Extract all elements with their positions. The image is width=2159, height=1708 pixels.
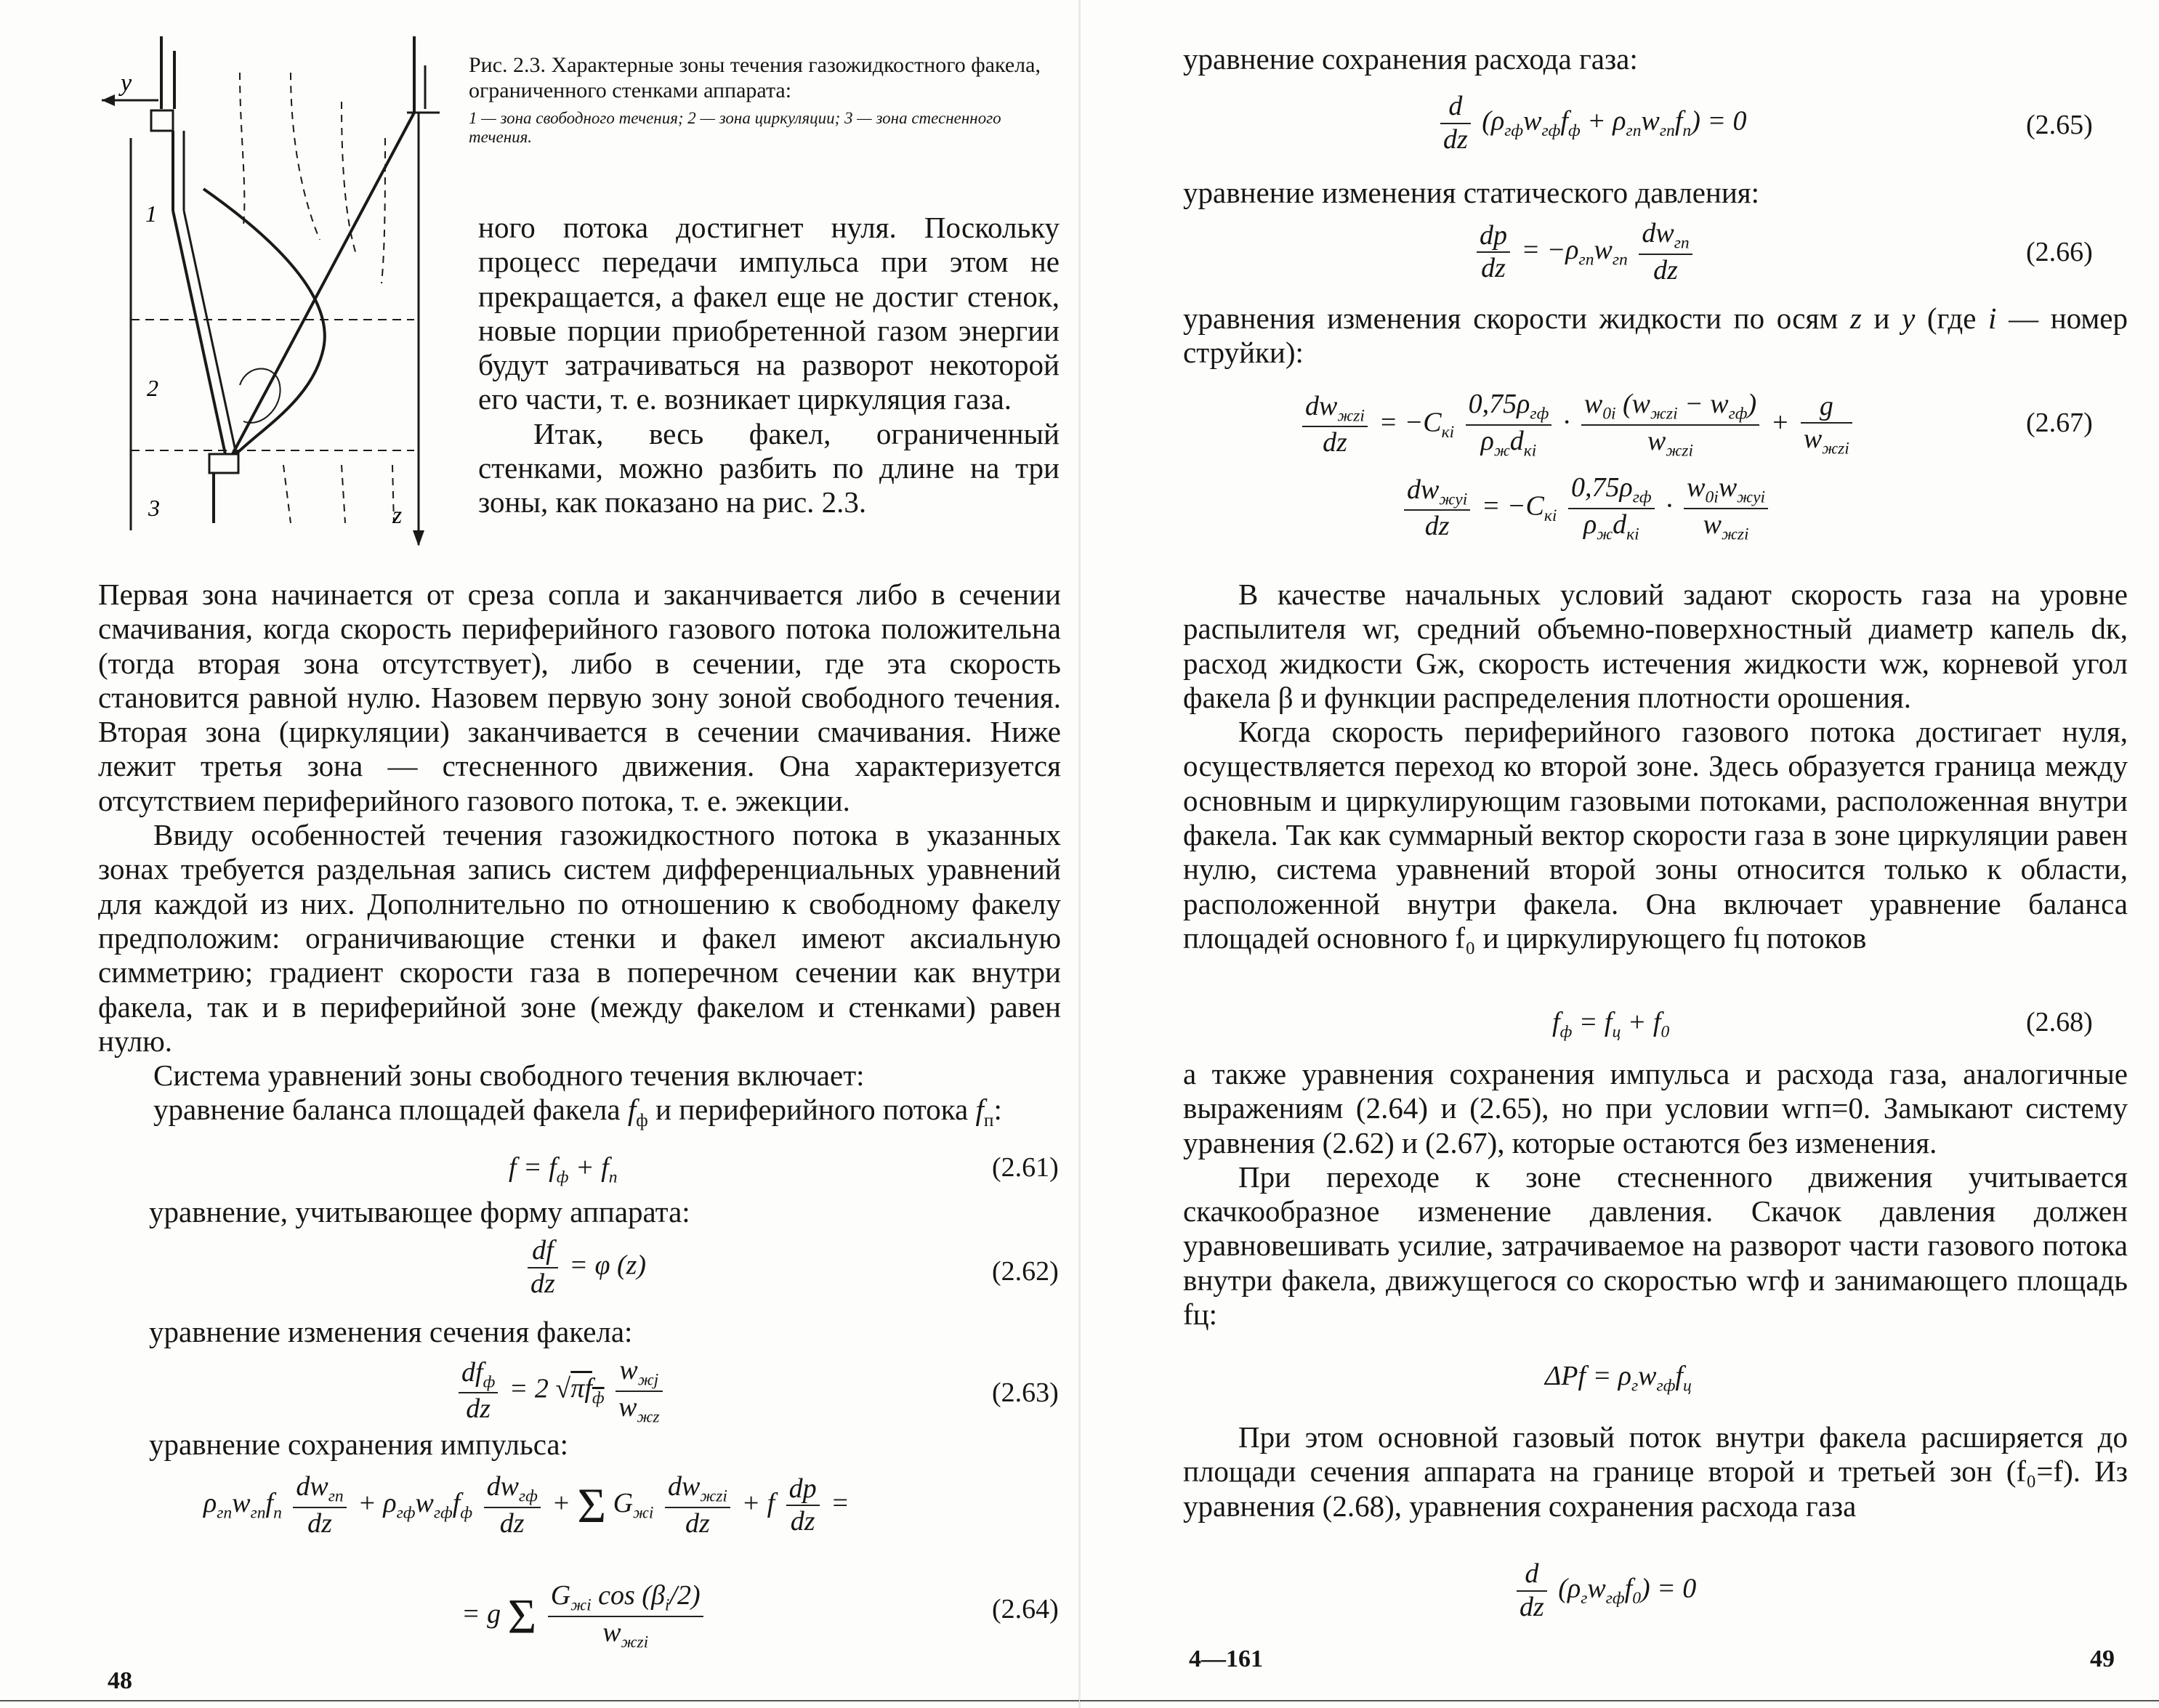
label-gas-flow: уравнение сохранения расхода газа: [1183, 42, 1638, 76]
figure-zone-1-label: 1 [145, 201, 157, 227]
bottom-rule-right [1080, 1700, 2159, 1701]
paragraph-flow-features: Ввиду особенностей течения газожидкостного потока в указанных зонах требуется раздельная запись систем дифференциальных уравнений для каждой из них. Дополнительно по отношению к свободному факелу предположим: ограничивающие стенки и факел имеют аксиальную симметрию; градиент скорости газа в поперечном сечении как внутри факела, так и в периферийной зоне (между факелом и стенками) равен нулю. [98, 818, 1061, 1058]
signature-mark: 4—161 [1189, 1646, 1263, 1672]
equation-2-66: $\frac{dp}{dz}$ = $-\rho_{гп}w_{гп}$ $\frac{dw_{гп}}{dz}$ (2.66) [1080, 218, 2159, 291]
paragraph-also-includes: а также уравнения сохранения импульса и расхода газа, аналогичные выражениям (2.64) и (2.65), но при условии wгп=0. Замыкают систему уравнения (2.62) и (2.67), которые остаются без изменения. [1183, 1057, 2128, 1159]
paragraph-zones-description: Первая зона начинается от среза сопла и заканчивается либо в сечении смачивания, когда скорость периферийного газового потока положительна (тогда вторая зона отсутствует), либо в сечении, где эта скорость становится равной нулю. Назовем первую зону зоной свободного течения. Вторая зона (циркуляции) заканчивается в сечении смачивания. Ниже лежит третья зона — стесненного движения. Она характеризуется отсутствием периферийного газового потока, т. е. эжекции. [98, 578, 1061, 817]
paragraph-system-intro: Система уравнений зоны свободного течения включает: [153, 1059, 865, 1093]
equation-2-61: $f = f_ф + f_п$ (2.61) [509, 1152, 1059, 1187]
equation-2-68: $f_ф = f_ц + f_0$ (2.68) [1552, 1007, 2093, 1042]
label-static-pressure: уравнение изменения статического давления: [1183, 176, 1760, 209]
equation-2-65: $\frac{d}{dz}$ $(\rho_{гф}w_{гф}f_ф + \rho_{гп}w_{гп}f_п) = 0$ (2.65) [1080, 91, 2159, 163]
paragraph-zones-intro: Итак, весь факел, ограниченный стенками, можно разбить по длине на три зоны, как показано на рис. 2.3. [478, 416, 1060, 519]
main-text-right-1 [1183, 578, 2128, 955]
equation-pressure-jump: $\Delta Pf = \rho_гw_{гф}f_ц$ [1545, 1361, 1692, 1396]
equation-number-2-63: (2.63) [992, 1377, 1059, 1408]
figure-zone-2-label: 2 [147, 375, 158, 401]
label-liquid-velocity-block [1183, 301, 2128, 371]
equation-2-67: $\frac{dw_{жzi}}{dz}$ = $-C_{кi}$ $\frac{0,75\rho_{гф}}{\rho_жd_{кi}}$ · $\frac{w_{0i} (w_{жzi} - w_{гф})}{w_{жzi}}$ + $\frac{g}{w_{жzi}}$ (2.67) $\frac{dw_{жyi}}{dz}$ = $-C_{кi}$ $\frac{0,75\rho_{гф}}{\rho_жd_{кi}}$ · $\frac{w_{0i}w_{жyi}}{w_{жzi}}$ [1080, 389, 2159, 556]
equation-2-64: $\rho_{гп}w_{гп}f_п$ $\frac{dw_{гп}}{dz}$ + $\rho_{гф}w_{гф}f_ф$ $\frac{dw_{гф}}{dz}$ + Σ $G_{жi}$ $\frac{dw_{жzi}}{dz}$ + f $\frac{dp}{dz}$ = = g Σ $\frac{G_{жi} \cos (\beta_i/2)}{w_{жzi}}$ (2.64) [203, 1471, 1059, 1652]
paragraph-expansion: При этом основной газовый поток внутри факела расширяется до площади сечения аппарата на границе второй и третьей зон (f₀=f). Из уравнения (2.68), уравнения сохранения расхода газа [1183, 1420, 2128, 1523]
page-number-right: 49 [2090, 1646, 2115, 1672]
figure-axis-y-label: y [121, 70, 132, 97]
equation-number-2-65: (2.65) [2026, 110, 2093, 140]
figure-axis-z-label: z [392, 502, 403, 529]
paragraph-continued: ного потока достигнет нуля. Поскольку процесс передачи импульса при этом не прекращается, а факел еще не достиг стенок, новые порции приобретенной газом энергии будут затрачиваться на разворот некоторой его части, т. е. возникает циркуляция газа. [478, 211, 1060, 416]
main-text-left [98, 578, 1061, 1138]
equation-number-2-67: (2.67) [2026, 408, 2093, 438]
label-static-pressure-block [1183, 176, 2128, 210]
equation-gas-flow-final: $\frac{d}{dz}$ $(\rho_гw_{гф}f_0) = 0$ [1080, 1558, 2159, 1631]
figure-caption-legend: 1 — зона свободного течения; 2 — зона циркуляции; 3 — зона стесненного течения. [469, 109, 1001, 146]
label-apparatus-shape: уравнение, учитывающее форму аппарата: [149, 1195, 690, 1229]
text-beside-figure [478, 211, 1060, 520]
label-section-change-block [149, 1315, 1021, 1349]
label-liquid-velocity: уравнения изменения скорости жидкости по осям z и y (где i — номер струйки): [1183, 301, 2128, 370]
left-page [0, 0, 1079, 1708]
figure-zone-3-label: 3 [148, 495, 160, 521]
equation-2-62: $\frac{df}{dz}$ = φ (z) (2.62) [0, 1235, 1079, 1308]
main-text-right-3 [1183, 1420, 2128, 1523]
paragraph-initial-conditions: В качестве начальных условий задают скорость газа на уровне распылителя wг, средний объемно-поверхностный диаметр капель dк, расход жидкости Gж, скорость истечения жидкости wж, корневой угол факела β и функции распределения плотности орошения. [1183, 578, 2128, 714]
equation-number-2-64: (2.64) [992, 1594, 1059, 1624]
equation-number-2-66: (2.66) [2026, 237, 2093, 267]
label-section-change: уравнение изменения сечения факела: [149, 1315, 633, 1348]
paragraph-area-balance: уравнение баланса площадей факела $f_ф$ и периферийного потока $f_п$: [153, 1093, 1002, 1131]
figure-2-3-zones-diagram [94, 22, 458, 552]
equation-number-2-68: (2.68) [2026, 1007, 2093, 1037]
right-page [1080, 0, 2159, 1708]
label-apparatus-shape-block [149, 1195, 1021, 1229]
paragraph-transition-second-zone: Когда скорость периферийного газового потока достигает нуля, осуществляется переход ко второй зоне. Здесь образуется граница между основным и циркулирующим газовыми потоками, расположенная внутри факела. Так как суммарный вектор скорости газа в зоне циркуляции равен нулю, система уравнений второй зоны относится только к области, расположенной внутри факела. Она включает уравнение баланса площадей основного f₀ и циркулирующего fц потоков [1183, 715, 2128, 955]
figure-caption-title: Рис. 2.3. Характерные зоны течения газожидкостного факела, ограниченного стенками аппарата: [469, 53, 1041, 102]
equation-2-63: $\frac{df_ф}{dz}$ = 2 $√\pi f_ф$ $\frac{w_{жj}}{w_{жz}}$ (2.63) [0, 1355, 1079, 1435]
main-text-right-2 [1183, 1057, 2128, 1332]
paragraph-third-zone: При переходе к зоне стесненного движения учитывается скачкообразное изменение давления. Скачок давления должен уравновешивать усилие, затрачиваемое на разворот части газового потока внутри факела, движущегося со скоростью wгф и занимающего площадь fц: [1183, 1159, 2128, 1332]
label-momentum-block [149, 1428, 1021, 1462]
equation-number-2-61: (2.61) [992, 1152, 1059, 1183]
bottom-rule-left [0, 1700, 1079, 1701]
label-momentum: уравнение сохранения импульса: [149, 1428, 569, 1461]
equation-number-2-62: (2.62) [992, 1256, 1059, 1287]
page-number-left: 48 [108, 1667, 132, 1694]
label-gas-flow-block [1183, 42, 2128, 76]
figure-caption [469, 52, 1057, 147]
